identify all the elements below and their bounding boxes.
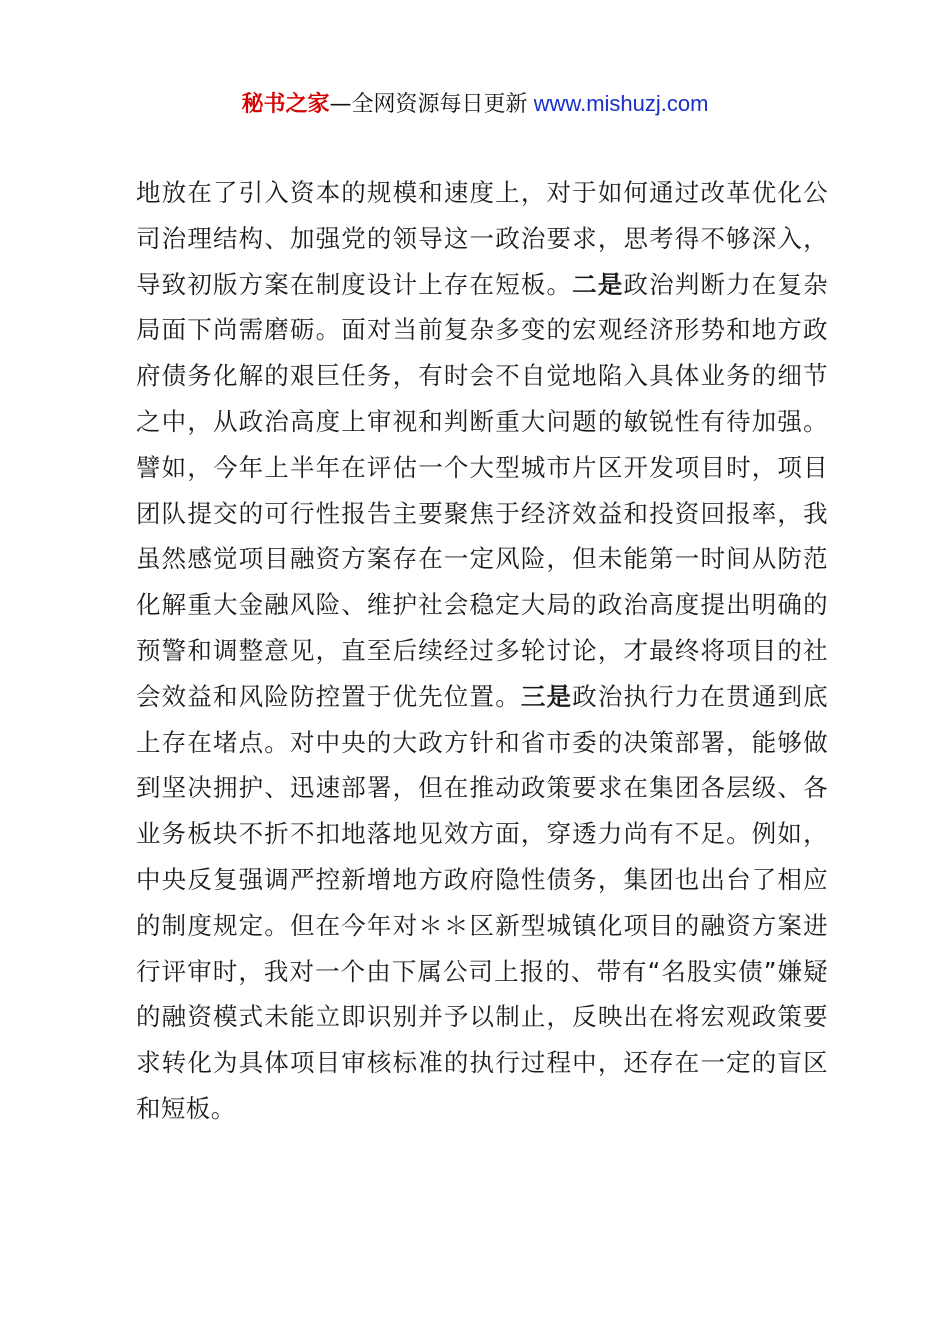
brand-name: 秘书之家 [241,92,330,117]
point-three-label: 三是 [520,681,573,711]
point-two-label: 二是 [572,269,624,299]
body-paragraph [136,170,828,1132]
site-header [0,88,950,121]
paragraph-segment-2: 政治判断力在复杂局面下尚需磨砺。面对当前复杂多变的宏观经济形势和地方政府债务化解的艰巨任务，有时会不自觉地陷入具体业务的细节之中，从政治高度上审视和判断重大问题的敏锐性有待加强。譬如，今年上半年在评估一个大型城市片区开发项目时，项目团队提交的可行性报告主要聚焦于经济效益和投资回报率，我虽然感觉项目融资方案存在一定风险，但未能第一时间从防范化解重大金融风险、维护社会稳定大局的政治高度提出明确的预警和调整意见，直至后续经过多轮讨论，才最终将项目的社会效益和风险防控置于优先位置。 [136,269,828,711]
site-url-link[interactable]: www.mishuzj.com [527,91,709,116]
body-text [136,170,828,1132]
paragraph-segment-3: 政治执行力在贯通到底上存在堵点。对中央的大政方针和省市委的决策部署，能够做到坚决拥护、迅速部署，但在推动政策要求在集团各层级、各业务板块不折不扣地落地见效方面，穿透力尚有不足。例如，中央反复强调严控新增地方政府隐性债务，集团也出台了相应的制度规定。但在今年对＊＊区新型城镇化项目的融资方案进行评审时，我对一个由下属公司上报的、带有“名股实债”嫌疑的融资模式未能立即识别并予以制止，反映出在将宏观政策要求转化为具体项目审核标准的执行过程中，还存在一定的盲区和短板。 [136,681,829,1123]
header-slogan: —全网资源每日更新 [329,92,528,117]
paragraph-segment-1: 地放在了引入资本的规模和速度上，对于如何通过改革优化公司治理结构、加强党的领导这一政治要求，思考得不够深入，导致初版方案在制度设计上存在短板。 [136,178,828,299]
